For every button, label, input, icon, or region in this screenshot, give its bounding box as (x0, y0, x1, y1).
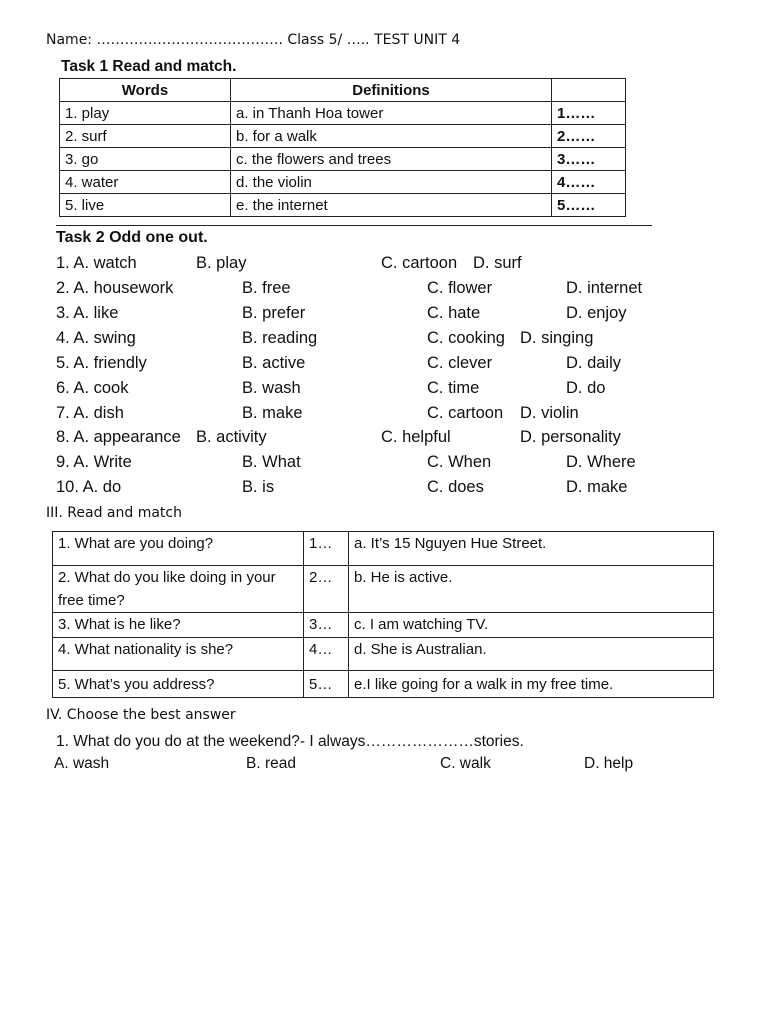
word-cell: 5. live (60, 194, 231, 217)
table-row (60, 148, 626, 171)
list-item: 4. A. swing (56, 329, 136, 347)
list-item: D. do (566, 379, 606, 397)
list-item: C. clever (427, 354, 493, 372)
task4-title: IV. Choose the best answer (46, 707, 236, 723)
answer-cell: 5…… (552, 194, 626, 217)
list-item: B. is (242, 478, 275, 496)
list-item: C. cartoon (427, 404, 504, 422)
list-item: D. personality (520, 428, 621, 446)
word-cell: 3. go (60, 148, 231, 171)
list-item: 3. A. like (56, 304, 119, 322)
list-item: C. helpful (381, 428, 451, 446)
column-header-definitions: Definitions (231, 79, 552, 102)
list-item: C. cooking (427, 329, 505, 347)
question-cell: 1. What are you doing? (53, 532, 304, 566)
list-item: C. cartoon (381, 254, 458, 272)
list-item: B. active (242, 354, 306, 372)
list-item: D. violin (520, 404, 579, 422)
task1-title: Task 1 Read and match. (61, 58, 237, 75)
answer-cell: d. She is Australian. (349, 638, 714, 671)
answer-cell: e.I like going for a walk in my free time. (349, 671, 714, 698)
answer-cell: a. It’s 15 Nguyen Hue Street. (349, 532, 714, 566)
answer-cell: 3…… (552, 148, 626, 171)
list-item: D. daily (566, 354, 622, 372)
table-row (53, 638, 714, 671)
list-item: B. play (196, 254, 247, 272)
list-item: C. time (427, 379, 480, 397)
blank-cell: 5… (304, 671, 349, 698)
list-item: 5. A. friendly (56, 354, 147, 372)
answer-cell: c. I am watching TV. (349, 613, 714, 638)
answer-cell: 1…… (552, 102, 626, 125)
list-item: 10. A. do (56, 478, 122, 496)
column-header-words: Words (60, 79, 231, 102)
option-b: B. read (246, 755, 296, 772)
task1-table (59, 78, 626, 217)
table-row (53, 613, 714, 638)
list-item: C. flower (427, 279, 493, 297)
blank-cell: 2… (304, 566, 349, 613)
task4-question: 1. What do you do at the weekend?- I always…………………stories. (56, 733, 524, 750)
list-item: B. reading (242, 329, 318, 347)
answer-cell: 4…… (552, 171, 626, 194)
list-item: D. Where (566, 453, 636, 471)
list-item: 9. A. Write (56, 453, 132, 471)
list-item: C. does (427, 478, 484, 496)
answer-cell: b. He is active. (349, 566, 714, 613)
word-cell: 4. water (60, 171, 231, 194)
question-cell: 4. What nationality is she? (53, 638, 304, 671)
definition-cell: b. for a walk (231, 125, 552, 148)
divider-line (56, 225, 652, 226)
table-row (53, 566, 714, 613)
list-item: D. make (566, 478, 628, 496)
option-c: C. walk (440, 755, 491, 772)
list-item: 1. A. watch (56, 254, 137, 272)
blank-cell: 3… (304, 613, 349, 638)
definition-cell: d. the violin (231, 171, 552, 194)
list-item: 2. A. housework (56, 279, 174, 297)
list-item: B. wash (242, 379, 301, 397)
table-row (60, 194, 626, 217)
list-item: C. When (427, 453, 492, 471)
answer-cell: 2…… (552, 125, 626, 148)
list-item: D. enjoy (566, 304, 627, 322)
table-header-row (60, 79, 626, 102)
question-cell: 3. What is he like? (53, 613, 304, 638)
list-item: C. hate (427, 304, 481, 322)
table-row (60, 102, 626, 125)
list-item: D. internet (566, 279, 643, 297)
definition-cell: a. in Thanh Hoa tower (231, 102, 552, 125)
list-item: B. free (242, 279, 291, 297)
task2-title: Task 2 Odd one out. (56, 229, 208, 246)
table-row (60, 171, 626, 194)
task3-table (52, 531, 714, 698)
table-row (53, 532, 714, 566)
option-d: D. help (584, 755, 634, 772)
list-item: 7. A. dish (56, 404, 124, 422)
option-a: A. wash (54, 755, 110, 772)
definition-cell: e. the internet (231, 194, 552, 217)
word-cell: 2. surf (60, 125, 231, 148)
definition-cell: c. the flowers and trees (231, 148, 552, 171)
task3-title: III. Read and match (46, 505, 182, 521)
question-cell: 5. What’s you address? (53, 671, 304, 698)
list-item: 8. A. appearance (56, 428, 181, 446)
list-item: D. surf (473, 254, 522, 272)
header-line: Name: …………………………………. Class 5/ ….. TEST UNIT 4 (46, 32, 461, 48)
word-cell: 1. play (60, 102, 231, 125)
blank-cell: 4… (304, 638, 349, 671)
blank-cell: 1… (304, 532, 349, 566)
question-cell: 2. What do you like doing in your free time? (53, 566, 304, 613)
table-row (60, 125, 626, 148)
table-row (53, 671, 714, 698)
list-item: 6. A. cook (56, 379, 129, 397)
column-header-answer (552, 79, 626, 102)
list-item: D. singing (520, 329, 594, 347)
list-item: B. make (242, 404, 303, 422)
list-item: B. activity (196, 428, 267, 446)
list-item: B. What (242, 453, 301, 471)
list-item: B. prefer (242, 304, 306, 322)
